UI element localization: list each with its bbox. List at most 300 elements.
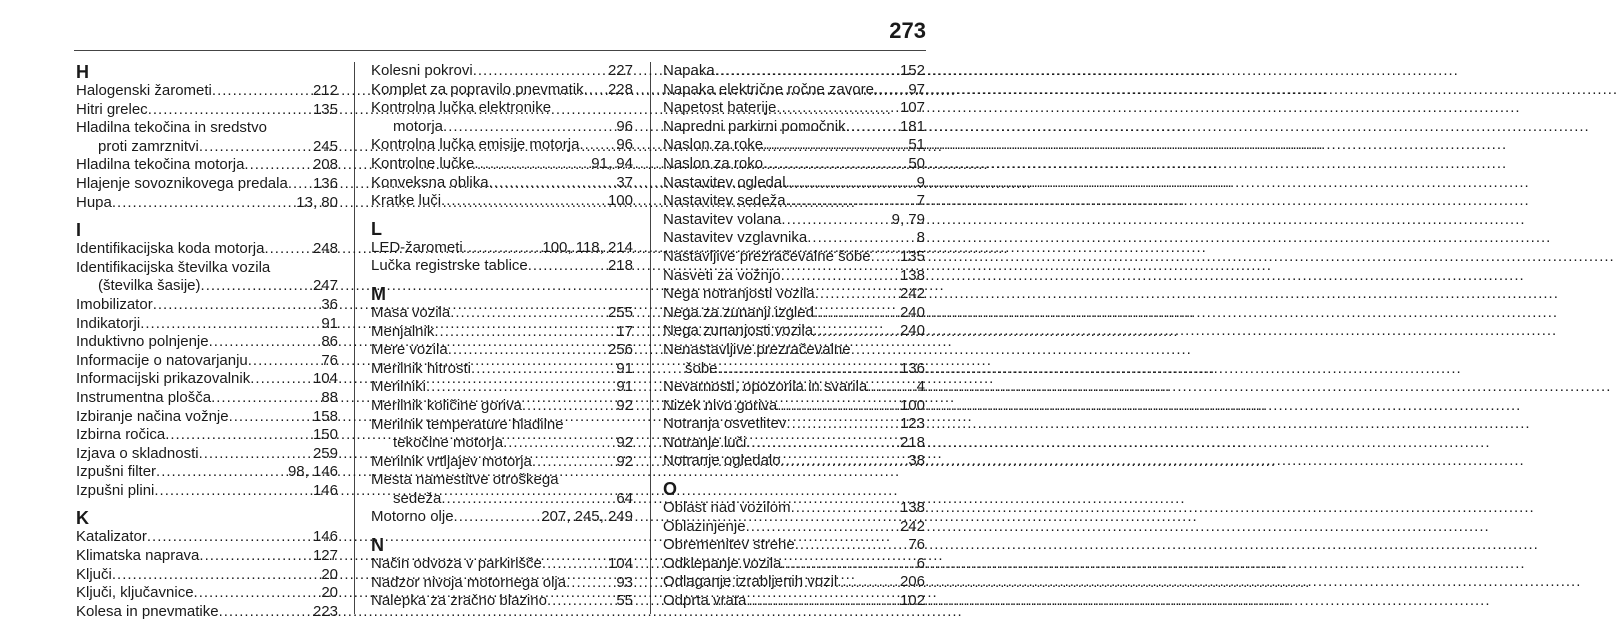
dot-leader: [441, 490, 615, 509]
entry-term: Nevarnosti, opozorila in svarila: [663, 378, 868, 396]
entry-term: Notranje luči: [663, 433, 747, 451]
dot-leader: [148, 101, 312, 120]
entry-term: Komplet za popravilo pnevmatik: [371, 80, 584, 98]
entry-term: Imobilizator: [76, 295, 153, 313]
dot-leader: [781, 555, 915, 574]
entry-term: Notranje ogledalo: [663, 452, 781, 470]
entry-pages: 223: [312, 602, 338, 620]
dot-leader: [781, 267, 899, 286]
section-letter: H: [76, 62, 89, 82]
index-entry: [76, 156, 338, 175]
entry-term: Konveksna oblika: [371, 173, 489, 191]
index-entry: [371, 62, 633, 81]
entry-term: Odprta vrata: [663, 592, 747, 610]
entry-term: (številka šasije): [98, 277, 201, 295]
index-entry: [663, 573, 925, 592]
entry-pages: 91: [616, 378, 633, 396]
entry-pages: 135: [312, 100, 338, 118]
entry-term: Izbiranje načina vožnje: [76, 407, 229, 425]
index-entry: [76, 528, 338, 547]
entry-pages: 104: [312, 370, 338, 388]
entry-term: Notranja osvetlitev: [663, 415, 787, 433]
entry-term: Nadzor nivoja motornega olja: [371, 573, 567, 591]
entry-term: Katalizator: [76, 528, 147, 546]
index-entry: [76, 352, 338, 371]
dot-leader: [154, 482, 312, 501]
index-entry: [371, 323, 633, 342]
index-entry: [76, 603, 338, 622]
entry-term: Nastavitev volana: [663, 210, 782, 228]
dot-leader: [211, 389, 320, 408]
index-entry: [371, 257, 633, 276]
index-entry: [76, 389, 338, 408]
dot-leader: [871, 248, 899, 267]
entry-pages: 255: [607, 303, 633, 321]
entry-term: Mere vozila: [371, 341, 448, 359]
entry-pages: 242: [899, 285, 925, 303]
section-letter: L: [371, 218, 382, 239]
entry-term: Hupa: [76, 193, 112, 211]
entry-pages: 102: [899, 592, 925, 610]
entry-pages: 91, 94: [591, 154, 633, 172]
dot-leader: [746, 434, 899, 453]
dot-leader: [201, 277, 312, 296]
index-entry: [663, 229, 925, 248]
index-section: [371, 535, 633, 611]
entry-pages: 64: [616, 489, 633, 507]
dot-leader: [846, 118, 899, 137]
entry-pages: 107: [899, 99, 925, 117]
entry-pages: 100, 118, 214: [542, 238, 633, 256]
dot-leader: [165, 426, 312, 445]
dot-leader: [815, 285, 899, 304]
dot-leader: [194, 584, 321, 603]
entry-term: proti zamrznitvi: [98, 137, 199, 155]
index-column-1: [76, 62, 338, 621]
index-section: [663, 479, 925, 611]
index-entry: [76, 82, 338, 101]
entry-term: Merilnik količine goriva: [371, 396, 522, 414]
index-entry: [371, 81, 633, 100]
index-entry: [663, 248, 925, 267]
dot-leader: [503, 434, 615, 453]
entry-pages: 96: [616, 117, 633, 135]
dot-leader: [791, 499, 899, 518]
dot-leader: [566, 574, 615, 593]
index-entry: [76, 566, 338, 585]
entry-pages: 50: [908, 154, 925, 172]
entry-term: Merilnik temperature hladilne: [371, 415, 564, 433]
entry-term: Odklepanje vozila: [663, 554, 782, 572]
entry-term: Odlaganje izrabljenih vozil: [663, 573, 838, 591]
index-entry: [371, 155, 633, 174]
dot-leader: [814, 304, 899, 323]
dot-leader: [199, 547, 312, 566]
index-entry: [663, 211, 925, 230]
entry-term: Ključi: [76, 565, 112, 583]
entry-pages: 208: [312, 156, 338, 174]
dot-leader: [229, 408, 312, 427]
index-entry: [663, 499, 925, 518]
entry-term: motorja: [393, 117, 444, 135]
index-section: [76, 220, 338, 500]
dot-leader: [463, 239, 542, 258]
dot-leader: [199, 445, 312, 464]
dot-leader: [718, 360, 899, 379]
dot-leader: [474, 155, 590, 174]
section-letter: M: [371, 283, 386, 304]
entry-term: Hladilna tekočina motorja: [76, 156, 245, 174]
index-entry: [76, 426, 338, 445]
entry-pages: 146: [312, 528, 338, 546]
entry-pages: 100: [607, 192, 633, 210]
index-section: [76, 62, 338, 212]
dot-leader: [219, 603, 312, 622]
entry-term: Kontrolna lučka emisije motorja: [371, 136, 580, 154]
index-entry: [663, 592, 925, 611]
index-entry: [371, 592, 633, 611]
index-entry: [76, 584, 338, 603]
index-entry: [371, 118, 633, 137]
index-entry: [76, 482, 338, 501]
entry-pages: 218: [899, 433, 925, 451]
index-entry: [663, 434, 925, 453]
entry-pages: 256: [607, 341, 633, 359]
dot-leader: [244, 156, 312, 175]
entry-pages: 123: [899, 415, 925, 433]
index-entry: [663, 536, 925, 555]
dot-leader: [443, 118, 615, 137]
entry-pages: 76: [321, 351, 338, 369]
dot-leader: [786, 192, 916, 211]
index-entry: [371, 453, 633, 472]
index-entry: [76, 333, 338, 352]
index-entry: [371, 490, 633, 509]
entry-pages: 146: [312, 481, 338, 499]
index-entry: [663, 136, 925, 155]
entry-term: Način odvoza v parkirišče: [371, 555, 542, 573]
entry-term: Identifikacijska številka vozila: [76, 258, 271, 276]
entry-pages: 92: [616, 452, 633, 470]
index-section: [371, 62, 633, 211]
entry-term: Kontrolne lučke: [371, 154, 475, 172]
entry-term: Izbirna ročica: [76, 426, 166, 444]
index-entry: [371, 471, 633, 490]
entry-pages: 212: [312, 82, 338, 99]
index-entry: [663, 378, 925, 397]
dot-leader: [112, 194, 295, 213]
entry-term: Izpušni plini: [76, 481, 155, 499]
entry-pages: 248: [312, 240, 338, 258]
header-rule: [74, 50, 926, 51]
index-entry: [663, 267, 925, 286]
entry-pages: 86: [321, 333, 338, 351]
index-column-2: [371, 62, 633, 611]
dot-leader: [867, 378, 915, 397]
entry-pages: 228: [607, 80, 633, 98]
dot-leader: [715, 62, 899, 81]
entry-pages: 51: [908, 136, 925, 154]
entry-term: Nalepka za zračno blazino: [371, 592, 547, 610]
index-entry: [76, 240, 338, 259]
dot-leader: [522, 397, 615, 416]
index-entry: [663, 285, 925, 304]
dot-leader: [547, 592, 615, 611]
entry-term: Menjalnik: [371, 322, 435, 340]
entry-pages: 36: [321, 295, 338, 313]
entry-pages: 240: [899, 303, 925, 321]
index-entry: [76, 175, 338, 194]
dot-leader: [434, 323, 615, 342]
entry-term: Induktivno polnjenje: [76, 333, 209, 351]
index-section: [76, 508, 338, 621]
entry-pages: 227: [607, 62, 633, 79]
entry-pages: 91: [616, 359, 633, 377]
dot-leader: [746, 592, 899, 611]
entry-pages: 152: [899, 62, 925, 79]
dot-leader: [112, 566, 320, 585]
entry-term: Merilniki: [371, 378, 427, 396]
dot-leader: [441, 192, 607, 211]
index-entry: [76, 259, 338, 278]
dot-leader: [542, 555, 607, 574]
page-number: 273: [889, 18, 926, 43]
entry-pages: 242: [899, 517, 925, 535]
entry-term: Mesta namestitve otroškega: [371, 471, 559, 489]
index-entry: [371, 574, 633, 593]
dot-leader: [786, 174, 916, 193]
dot-leader: [147, 528, 312, 547]
entry-pages: 7: [916, 192, 925, 210]
dot-leader: [199, 138, 312, 157]
index-entry: [663, 341, 925, 360]
entry-term: Informacijski prikazovalnik: [76, 370, 251, 388]
entry-term: Masa vozila: [371, 303, 451, 321]
dot-leader: [153, 296, 321, 315]
entry-term: Hlajenje sovoznikovega predala: [76, 174, 288, 192]
entry-pages: 181: [899, 117, 925, 135]
entry-pages: 9, 79: [891, 210, 925, 228]
dot-leader: [579, 136, 615, 155]
entry-pages: 136: [312, 174, 338, 192]
entry-pages: 135: [899, 247, 925, 265]
entry-pages: 88: [321, 388, 338, 406]
entry-pages: 37: [616, 173, 633, 191]
section-letter: N: [371, 535, 384, 556]
entry-term: Nizek nivo goriva: [663, 396, 778, 414]
index-entry: [663, 415, 925, 434]
index-entry: [76, 445, 338, 464]
index-section: [663, 62, 925, 471]
entry-term: Izpušni filter: [76, 463, 157, 481]
entry-term: Informacije o natovarjanju: [76, 351, 248, 369]
index-entry: [663, 360, 925, 379]
index-entry: [663, 452, 925, 471]
entry-term: Nega za zunanji izgled: [663, 303, 814, 321]
dot-leader: [250, 370, 312, 389]
index-entry: [663, 174, 925, 193]
entry-term: Napaka električne ročne zavore: [663, 80, 874, 98]
entry-term: Lučka registrske tablice: [371, 257, 528, 275]
dot-leader: [532, 453, 615, 472]
entry-pages: 96: [616, 136, 633, 154]
entry-pages: 93: [616, 573, 633, 591]
index-entry: [371, 508, 633, 527]
entry-term: Nenastavljive prezračevalne: [663, 340, 851, 358]
entry-pages: 240: [899, 322, 925, 340]
index-section: [371, 284, 633, 527]
entry-pages: 150: [312, 426, 338, 444]
entry-term: Kolesni pokrovi: [371, 62, 473, 79]
entry-term: šobe: [685, 359, 718, 377]
entry-pages: 218: [607, 257, 633, 275]
entry-pages: 8: [916, 229, 925, 247]
entry-term: Indikatorji: [76, 314, 141, 332]
index-section: [371, 219, 633, 276]
section-letter: I: [76, 220, 82, 241]
section-letter: O: [663, 479, 678, 500]
index-entry: [371, 434, 633, 453]
index-entry: [76, 296, 338, 315]
index-entry: [371, 416, 633, 435]
index-entry: [663, 192, 925, 211]
entry-pages: 9: [916, 173, 925, 191]
dot-leader: [795, 536, 908, 555]
dot-leader: [528, 257, 607, 276]
dot-leader: [156, 463, 287, 482]
index-entry: [76, 138, 338, 157]
entry-term: Nastavitev ogledal: [663, 173, 786, 191]
index-entry: [663, 62, 925, 81]
dot-leader: [140, 315, 320, 334]
entry-term: Izjava o skladnosti: [76, 444, 199, 462]
dot-leader: [584, 81, 607, 100]
entry-term: sedeža: [393, 489, 442, 507]
entry-term: Nastavljive prezračevalne šobe: [663, 247, 871, 265]
dot-leader: [763, 155, 907, 174]
dot-leader: [209, 333, 321, 352]
entry-pages: 76: [908, 536, 925, 554]
index-entry: [663, 555, 925, 574]
entry-pages: 55: [616, 592, 633, 610]
entry-term: Ključi, ključavnice: [76, 584, 194, 602]
dot-leader: [426, 378, 615, 397]
dot-leader: [746, 518, 899, 537]
index-column-3: [663, 62, 925, 611]
index-entry: [76, 463, 338, 482]
entry-term: Oblazinjenje: [663, 517, 746, 535]
entry-pages: 207, 245, 249: [541, 508, 633, 526]
entry-pages: 127: [312, 547, 338, 565]
entry-pages: 92: [616, 434, 633, 452]
index-entry: [663, 397, 925, 416]
index-entry: [371, 136, 633, 155]
index-entry: [663, 118, 925, 137]
entry-term: Napaka: [663, 62, 715, 79]
index-entry: [663, 155, 925, 174]
dot-leader: [212, 82, 312, 101]
entry-pages: 138: [899, 266, 925, 284]
dot-leader: [763, 136, 907, 155]
dot-leader: [264, 240, 312, 259]
dot-leader: [473, 62, 607, 81]
entry-pages: 104: [607, 555, 633, 573]
entry-term: Kratke luči: [371, 192, 442, 210]
dot-leader: [288, 175, 312, 194]
entry-pages: 245: [312, 137, 338, 155]
index-entry: [371, 397, 633, 416]
entry-pages: 92: [616, 396, 633, 414]
entry-term: Oblast nad vozilom: [663, 499, 791, 517]
entry-term: Nasveti za vožnjo: [663, 266, 781, 284]
entry-term: LED-žarometi: [371, 238, 463, 256]
index-entry: [76, 194, 338, 213]
entry-pages: 158: [312, 407, 338, 425]
entry-pages: 206: [899, 573, 925, 591]
entry-pages: 136: [899, 359, 925, 377]
entry-term: Kolesa in pnevmatike: [76, 602, 219, 620]
section-letter: K: [76, 508, 89, 529]
index-entry: [371, 555, 633, 574]
entry-term: Napetost baterije: [663, 99, 777, 117]
dot-leader: [837, 573, 899, 592]
index-entry: [663, 304, 925, 323]
entry-term: Hitri grelec: [76, 100, 148, 118]
entry-pages: 6: [916, 554, 925, 572]
entry-pages: 97: [908, 80, 925, 98]
entry-term: Halogenski žarometi: [76, 82, 212, 99]
entry-term: Napredni parkirni pomočnik: [663, 117, 846, 135]
index-entry: [371, 378, 633, 397]
index-entry: [371, 192, 633, 211]
entry-term: Merilnik vrtljajev motorja: [371, 452, 532, 470]
dot-leader: [471, 360, 615, 379]
dot-leader: [777, 397, 899, 416]
dot-leader: [874, 81, 907, 100]
dot-leader: [807, 229, 915, 248]
index-entry: [371, 174, 633, 193]
index-entry: [371, 99, 633, 118]
entry-term: Klimatska naprava: [76, 547, 200, 565]
entry-pages: 17: [616, 322, 633, 340]
entry-term: Identifikacijska koda motorja: [76, 240, 265, 258]
entry-pages: 259: [312, 444, 338, 462]
entry-term: Merilnik hitrosti: [371, 359, 472, 377]
entry-term: tekočine motorja: [393, 434, 504, 452]
entry-term: Kontrolna lučka elektronike: [371, 99, 552, 117]
dot-leader: [781, 452, 908, 471]
index-entry: [663, 518, 925, 537]
dot-leader: [448, 341, 607, 360]
index-entry: [663, 322, 925, 341]
entry-term: Naslon za roko: [663, 154, 764, 172]
entry-term: Obremenitev strehe: [663, 536, 795, 554]
index-entry: [371, 360, 633, 379]
index-entry: [371, 239, 633, 258]
dot-leader: [781, 211, 890, 230]
dot-leader: [248, 352, 321, 371]
index-entry: [663, 99, 925, 118]
dot-leader: [454, 508, 541, 527]
entry-term: Nega zunanjosti vozila: [663, 322, 814, 340]
entry-pages: 13, 80: [296, 193, 338, 211]
dot-leader: [786, 415, 899, 434]
index-entry: [663, 81, 925, 100]
entry-pages: 38: [908, 452, 925, 470]
entry-pages: 100: [899, 396, 925, 414]
index-entry: [76, 408, 338, 427]
index-entry: [76, 315, 338, 334]
